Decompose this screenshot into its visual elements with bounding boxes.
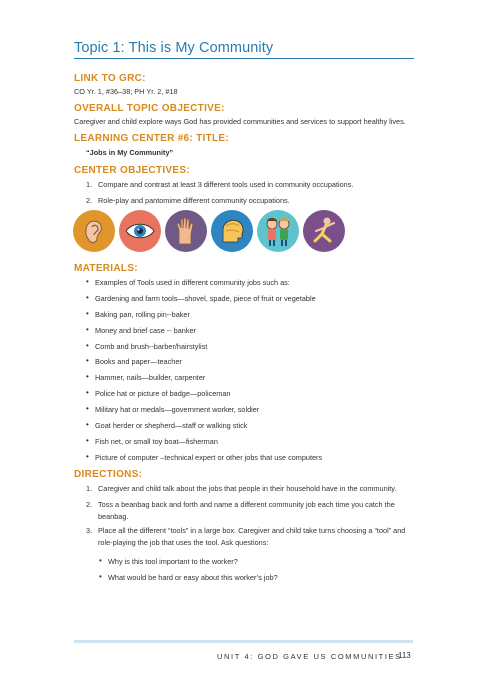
list-item: • Books and paper—teacher — [86, 357, 322, 373]
objective-heading: OVERALL TOPIC OBJECTIVE: — [74, 103, 225, 114]
topic-title: Topic 1: This is My Community — [74, 40, 274, 56]
list-item: • What would be hard or easy about this worker’s job? — [99, 573, 278, 589]
center-heading: LEARNING CENTER #6: TITLE: — [74, 133, 230, 144]
list-item: • Money and brief case -- banker — [86, 326, 322, 342]
list-item: 2. Role-play and pantomime different community occupations. — [86, 196, 290, 205]
list-item: 3. Place all the different “tools” in a large box. Caregiver and child take turns choosing a “tool” and role-playing the job that uses the tool. Ask questions: — [86, 526, 406, 547]
list-item: • Fish net, or small toy boat—fisherman — [86, 437, 322, 453]
directions-heading: DIRECTIONS: — [74, 469, 143, 480]
list-item: • Examples of Tools used in different community jobs such as: — [86, 278, 322, 294]
list-item: • Baking pan, rolling pin--baker — [86, 310, 322, 326]
list-item: • Gardening and farm tools—shovel, spade, piece of fruit or vegetable — [86, 294, 322, 310]
list-item: • Why is this tool important to the worker? — [99, 557, 278, 573]
center-objectives-heading: CENTER OBJECTIVES: — [74, 165, 190, 176]
list-item: • Police hat or picture of badge—policeman — [86, 389, 322, 405]
materials-heading: MATERIALS: — [74, 263, 138, 274]
center-title: “Jobs in My Community” — [86, 148, 174, 157]
footer-rule — [74, 640, 413, 643]
list-item: 1. Caregiver and child talk about the jobs that people in their household have in the community. — [86, 484, 397, 493]
list-item: • Comb and brush--barber/hairstylist — [86, 342, 322, 358]
directions-list — [86, 484, 405, 552]
list-item: • Hammer, nails—builder, carpenter — [86, 373, 322, 389]
brain-icon — [211, 210, 253, 252]
link-heading: LINK TO GRC: — [74, 73, 146, 84]
list-item: 2. Toss a beanbag back and forth and name a different community job each time you catch the beanbag. — [86, 500, 395, 521]
hand-icon — [165, 210, 207, 252]
list-item: • Goat herder or shepherd—staff or walking stick — [86, 421, 322, 437]
list-item: 1. Compare and contrast at least 3 different tools used in community occupations. — [86, 180, 354, 189]
title-rule — [74, 58, 414, 59]
children-icon — [257, 210, 299, 252]
page-number: 113 — [398, 651, 411, 660]
objective-text: Caregiver and child explore ways God has provided communities and services to support healthy lives. — [74, 117, 406, 126]
center-objectives-list — [86, 180, 353, 212]
learning-icons-row — [73, 210, 345, 254]
ear-icon — [73, 210, 115, 252]
list-item: • Military hat or medals—government worker, soldier — [86, 405, 322, 421]
questions-list — [99, 557, 278, 589]
eye-icon — [119, 210, 161, 252]
list-item: • Picture of computer –technical expert or other jobs that use computers — [86, 453, 322, 469]
link-text: CO Yr. 1, #36–38; PH Yr. 2, #18 — [74, 87, 178, 96]
materials-list — [86, 278, 322, 469]
footer-unit: UNIT 4: GOD GAVE US COMMUNITIES — [217, 652, 402, 661]
movement-icon — [303, 210, 345, 252]
